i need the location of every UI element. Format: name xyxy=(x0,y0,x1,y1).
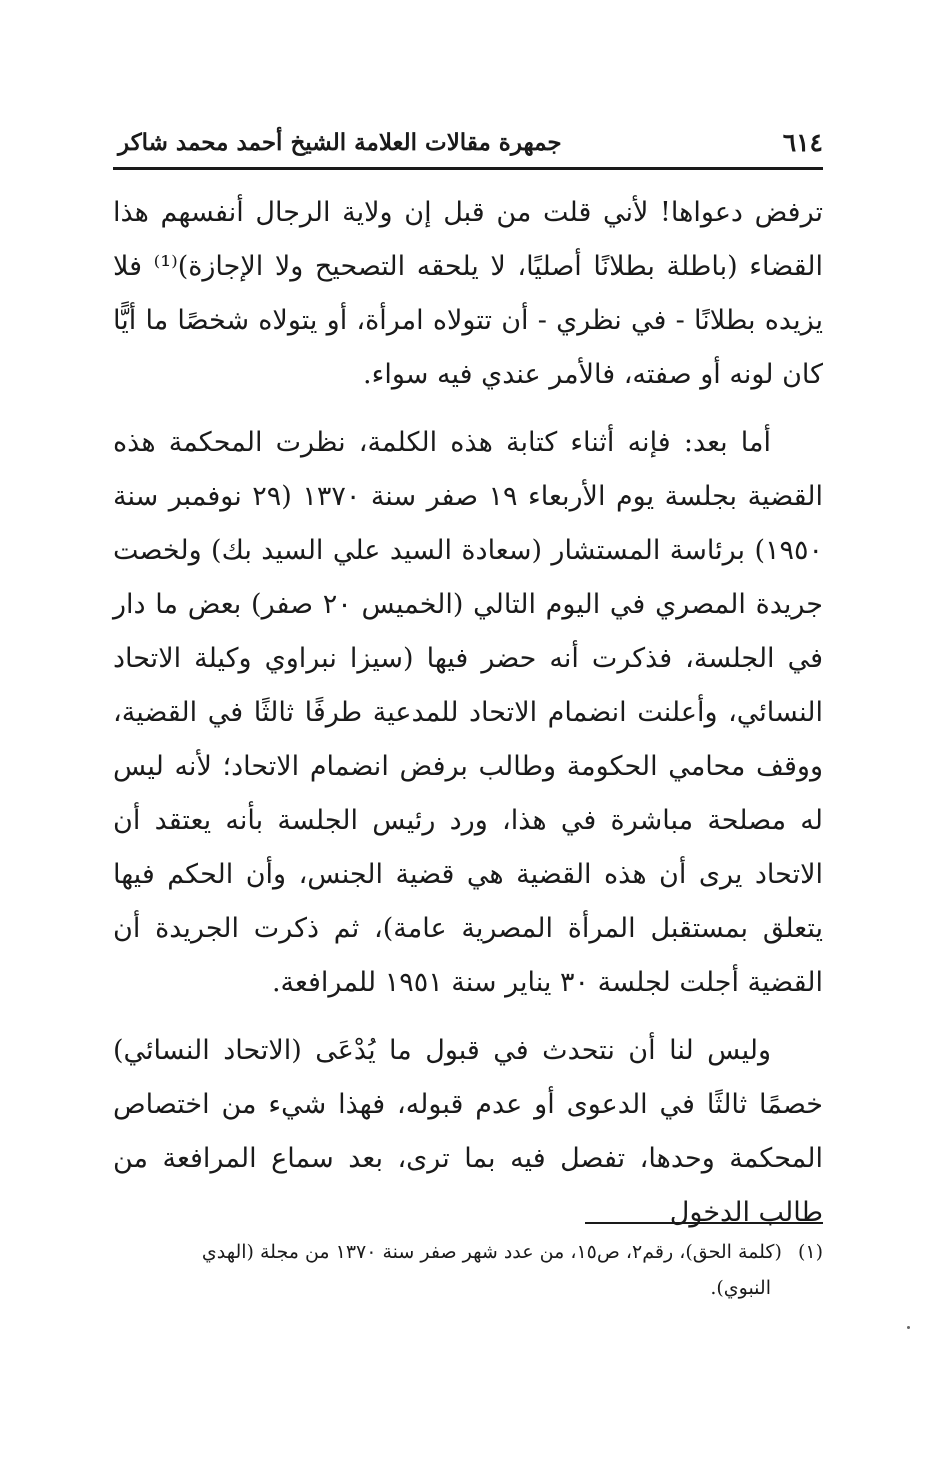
header-rule xyxy=(113,167,823,170)
footnote-text-line-2: النبوي). xyxy=(710,1277,771,1299)
page-number: ٦١٤ xyxy=(782,127,823,157)
footnote xyxy=(113,1234,823,1306)
footnote-text-line-1: (كلمة الحق)، رقم٢، ص١٥، من عدد شهر صفر سنة ١٣٧٠ من مجلة (الهدي xyxy=(201,1241,782,1263)
footnote-marker: (١) xyxy=(797,1241,823,1263)
paragraph-2: أما بعد: فإنه أثناء كتابة هذه الكلمة، نظرت المحكمة هذه القضية بجلسة يوم الأربعاء ١٩ صفر سنة ١٣٧٠ (٢٩ نوفمبر سنة ١٩٥٠) برئاسة المستشار (سعادة السيد علي السيد بك) ولخصت جريدة المصري في اليوم التالي (الخميس ٢٠ صفر) بعض ما دار في الجلسة، فذكرت أنه حضر فيها (سيزا نبراوي وكيلة الاتحاد النسائي، وأعلنت انضمام الاتحاد للمدعية طرفًا ثالثًا في القضية، ووقف محامي الحكومة وطالب برفض انضمام الاتحاد؛ لأنه ليس له مصلحة مباشرة في هذا، ورد رئيس الجلسة بأنه يعتقد أن الاتحاد يرى أن هذه القضية هي قضية الجنس، وأن الحكم فيها يتعلق بمستقبل المرأة المصرية عامة)، ثم ذكرت الجريدة أن القضية أجلت لجلسة ٣٠ يناير سنة ١٩٥١ للمرافعة. xyxy=(113,427,823,998)
running-header xyxy=(118,122,823,162)
paragraph-3: وليس لنا أن نتحدث في قبول ما يُدْعَى (الاتحاد النسائي) خصمًا ثالثًا في الدعوى أو عدم قبوله، فهذا شيء من اختصاص المحكمة وحدها، تفصل فيه بما ترى، بعد سماع المرافعة من طالب الدخول xyxy=(113,1035,823,1228)
paragraph-1: ترفض دعواها! لأني قلت من قبل إن ولاية الرجال أنفسهم هذا القضاء (باطلة بطلانًا أصليًا، لا يلحقه التصحيح ولا الإجازة)⁽¹⁾ فلا يزيده بطلانًا - في نظري - أن تتولاه امرأة، أو يتولاه شخصًا ما أيًّا كان لونه أو صفته، فالأمر عندي فيه سواء. xyxy=(113,197,824,390)
body-text xyxy=(113,186,823,1240)
book-title: جمهرة مقالات العلامة الشيخ أحمد محمد شاكر xyxy=(118,128,562,156)
footnote-rule xyxy=(585,1222,823,1224)
scan-speck xyxy=(907,1326,910,1329)
